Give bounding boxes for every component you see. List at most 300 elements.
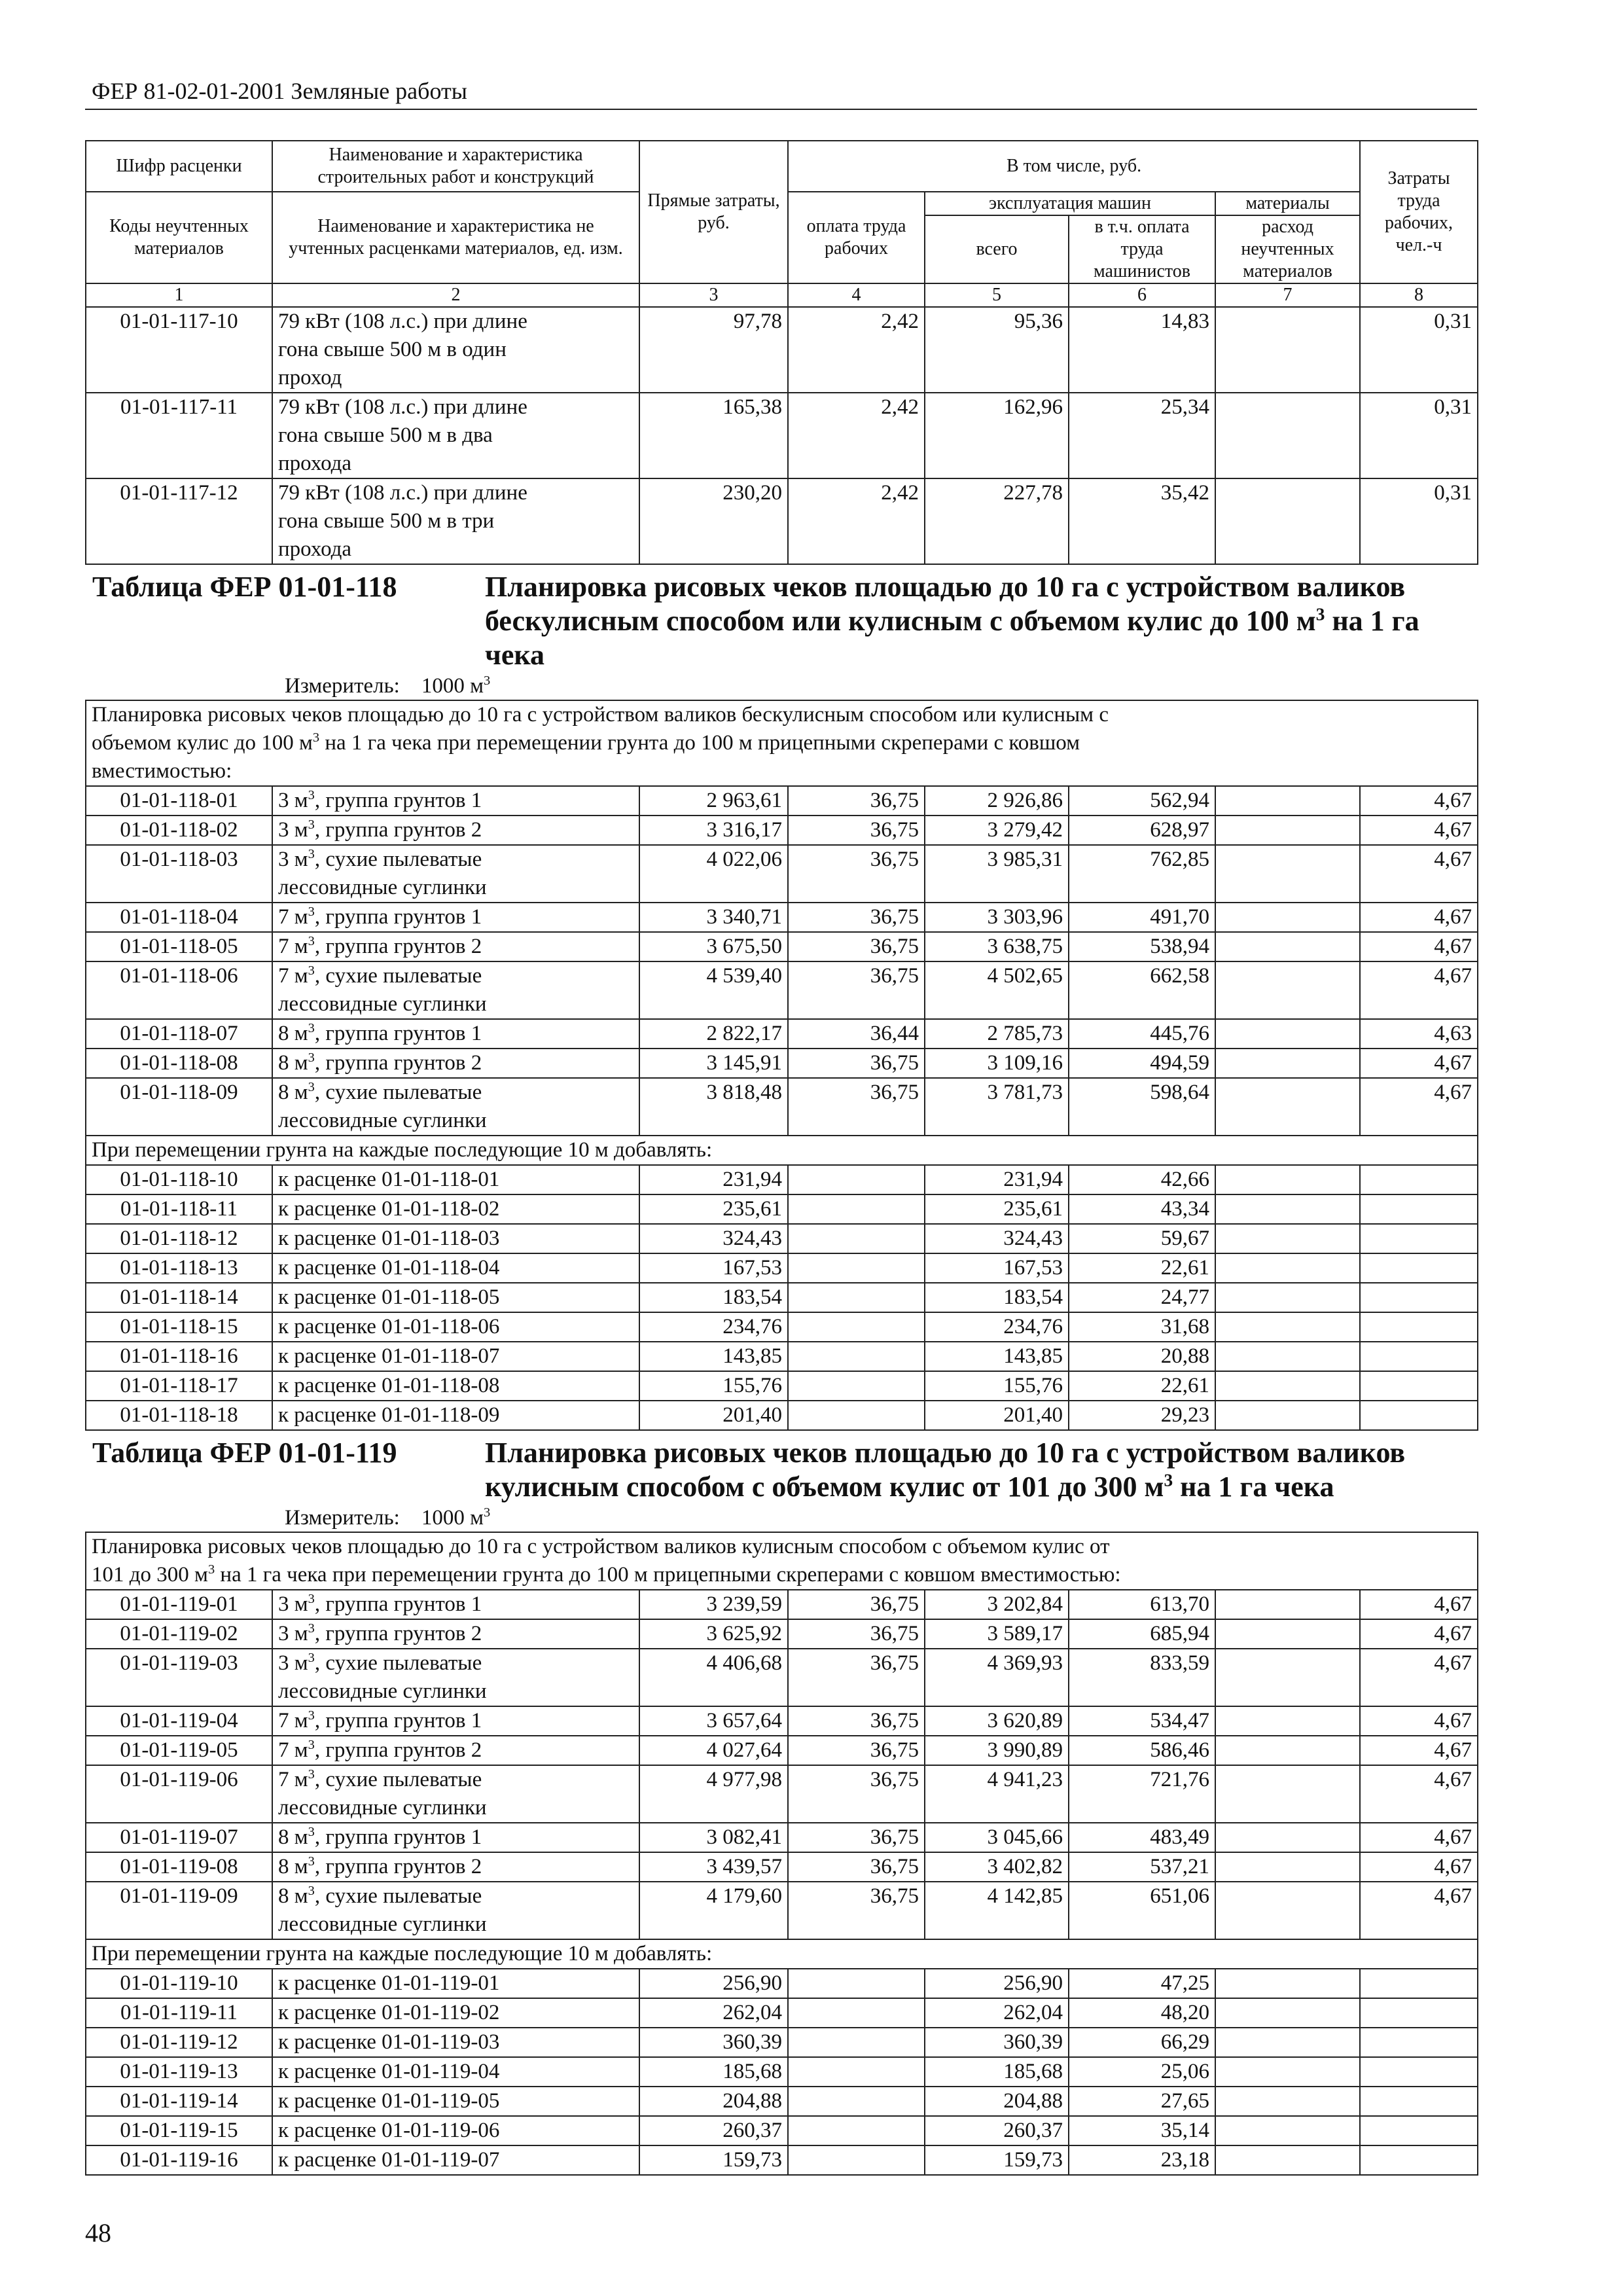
rate-name: 7 $м^3$, группа грунтов 2 bbox=[272, 932, 639, 961]
machines-total: 162,96 bbox=[925, 393, 1069, 478]
machines-total: 201,40 bbox=[925, 1401, 1069, 1430]
wages-cost: 36,75 bbox=[788, 786, 925, 816]
wages-cost: 36,75 bbox=[788, 961, 925, 1019]
table-row bbox=[86, 1283, 1478, 1312]
machines-total: 227,78 bbox=[925, 478, 1069, 564]
col-incl: В том числе, руб. bbox=[788, 141, 1360, 192]
direct-cost: 3 675,50 bbox=[639, 932, 788, 961]
soil-group: , сухие пылеватые bbox=[314, 1884, 482, 1908]
table-row bbox=[86, 932, 1478, 961]
col-wages: оплата труда рабочих bbox=[788, 192, 925, 283]
rate-name: к расценке 01-01-118-03 bbox=[272, 1224, 639, 1253]
materials-usage bbox=[1215, 1852, 1360, 1882]
rate-name: 8 $м^3$, группа грунтов 1 bbox=[272, 1823, 639, 1852]
rate-code: 01-01-118-05 bbox=[86, 932, 272, 961]
description-line: на 1 га чека при перемещении грунта до 100 м прицепными скреперами с ковшом вместимостью: bbox=[215, 1563, 1121, 1587]
description-line: вместимостью: bbox=[92, 759, 232, 783]
table-row bbox=[86, 1706, 1478, 1736]
soil-group: , группа грунтов 1 bbox=[314, 1022, 482, 1045]
direct-cost: 230,20 bbox=[639, 478, 788, 564]
machinists-wages: 685,94 bbox=[1069, 1619, 1215, 1649]
labor-cost: 4,67 bbox=[1360, 786, 1478, 816]
rate-name: к расценке 01-01-119-02 bbox=[272, 1998, 639, 2028]
unit-value: 1000 м bbox=[421, 1506, 484, 1530]
direct-cost: 3 439,57 bbox=[639, 1852, 788, 1882]
table-row bbox=[86, 961, 1478, 1019]
col-mach-wages: в т.ч. оплата труда машинистов bbox=[1069, 215, 1215, 283]
rate-name: к расценке 01-01-119-04 bbox=[272, 2057, 639, 2087]
wages-cost: 36,75 bbox=[788, 903, 925, 932]
rate-code: 01-01-119-11 bbox=[86, 1998, 272, 2028]
machinists-wages: 562,94 bbox=[1069, 786, 1215, 816]
description-line: объемом кулис до 100 м bbox=[92, 731, 313, 755]
materials-usage bbox=[1215, 2028, 1360, 2057]
rate-code: 01-01-119-15 bbox=[86, 2116, 272, 2145]
labor-cost: 4,67 bbox=[1360, 845, 1478, 903]
rate-code: 01-01-119-03 bbox=[86, 1649, 272, 1706]
soil-group: , группа грунтов 1 bbox=[314, 905, 482, 929]
table-caption: Планировка рисовых чеков площадью до 10 га с устройством валиков бескулисным способом или кулисным с объемом кулис до 100 $м^3$ на 1 га чека bbox=[485, 571, 1419, 671]
materials-usage bbox=[1215, 1312, 1360, 1342]
materials-usage bbox=[1215, 1078, 1360, 1136]
direct-cost: 204,88 bbox=[639, 2087, 788, 2116]
bucket-volume: 8 м bbox=[278, 1884, 308, 1908]
machines-total: 4 142,85 bbox=[925, 1882, 1069, 1939]
machines-total: 235,61 bbox=[925, 1194, 1069, 1224]
wages-cost bbox=[788, 1401, 925, 1430]
labor-cost bbox=[1360, 2087, 1478, 2116]
description-line: Планировка рисовых чеков площадью до 10 га с устройством валиков бескулисным способом или кулисным с bbox=[92, 703, 1109, 726]
unit-value: 1000 м bbox=[421, 674, 484, 698]
machines-total: 95,36 bbox=[925, 307, 1069, 393]
column-number: 7 bbox=[1215, 283, 1360, 307]
direct-cost: 4 977,98 bbox=[639, 1765, 788, 1823]
direct-cost: 3 818,48 bbox=[639, 1078, 788, 1136]
page-number: 48 bbox=[85, 2218, 111, 2248]
labor-cost bbox=[1360, 1224, 1478, 1253]
direct-cost: 231,94 bbox=[639, 1165, 788, 1194]
materials-usage bbox=[1215, 2087, 1360, 2116]
caption-line: кулисным способом с объемом кулис от 101 до 300 м bbox=[485, 1471, 1164, 1503]
labor-cost: 4,67 bbox=[1360, 1765, 1478, 1823]
wages-cost: 36,75 bbox=[788, 845, 925, 903]
soil-group: , сухие пылеватые bbox=[314, 964, 482, 988]
table-row bbox=[86, 307, 1478, 393]
unit-of-measure: Измеритель: 1000 $м^3$ bbox=[285, 1505, 491, 1530]
direct-cost: 4 022,06 bbox=[639, 845, 788, 903]
col-code-top: Шифр расценки bbox=[86, 141, 272, 192]
direct-cost: 324,43 bbox=[639, 1224, 788, 1253]
labor-cost: 4,67 bbox=[1360, 1078, 1478, 1136]
rate-name: к расценке 01-01-118-06 bbox=[272, 1312, 639, 1342]
materials-usage bbox=[1215, 1969, 1360, 1998]
direct-cost: 159,73 bbox=[639, 2145, 788, 2175]
bucket-volume: 7 м bbox=[278, 1709, 308, 1732]
soil-group: , группа грунтов 2 bbox=[314, 1051, 482, 1075]
bucket-volume: 8 м bbox=[278, 1825, 308, 1849]
direct-cost: 2 963,61 bbox=[639, 786, 788, 816]
header-rule bbox=[85, 109, 1477, 110]
machines-total: 4 502,65 bbox=[925, 961, 1069, 1019]
labor-cost: 0,31 bbox=[1360, 478, 1478, 564]
rate-name: к расценке 01-01-118-08 bbox=[272, 1371, 639, 1401]
bucket-volume: 3 м bbox=[278, 848, 308, 871]
header-row bbox=[86, 141, 1478, 192]
wages-cost bbox=[788, 1283, 925, 1312]
table-title-block bbox=[91, 565, 1472, 672]
labor-cost: 4,67 bbox=[1360, 932, 1478, 961]
table-row bbox=[86, 1342, 1478, 1371]
machines-total: 3 990,89 bbox=[925, 1736, 1069, 1765]
table-row bbox=[86, 478, 1478, 564]
materials-usage bbox=[1215, 478, 1360, 564]
machines-total: 262,04 bbox=[925, 1998, 1069, 2028]
machinists-wages: 833,59 bbox=[1069, 1649, 1215, 1706]
rate-name: 7 $м^3$, группа грунтов 1 bbox=[272, 1706, 639, 1736]
soil-group: , группа грунтов 1 bbox=[314, 1709, 482, 1732]
table-title bbox=[86, 1430, 1478, 1532]
bucket-volume: 7 м bbox=[278, 905, 308, 929]
bucket-volume: 3 м bbox=[278, 1651, 308, 1675]
column-number: 1 bbox=[86, 283, 272, 307]
labor-cost: 4,63 bbox=[1360, 1019, 1478, 1049]
table-row bbox=[86, 1078, 1478, 1136]
machinists-wages: 534,47 bbox=[1069, 1706, 1215, 1736]
machinists-wages: 59,67 bbox=[1069, 1224, 1215, 1253]
wages-cost bbox=[788, 1371, 925, 1401]
bucket-volume: 8 м bbox=[278, 1051, 308, 1075]
description-line: Планировка рисовых чеков площадью до 10 га с устройством валиков кулисным способом с объемом кулис от bbox=[92, 1535, 1110, 1558]
unit-label: Измеритель: bbox=[285, 1506, 400, 1530]
rate-name: к расценке 01-01-118-09 bbox=[272, 1401, 639, 1430]
table-row bbox=[86, 1649, 1478, 1706]
table-row bbox=[86, 393, 1478, 478]
table-row bbox=[86, 1823, 1478, 1852]
table-row bbox=[86, 786, 1478, 816]
caption-line: Планировка рисовых чеков площадью до 10 га с устройством валиков bbox=[485, 1437, 1406, 1469]
soil-group: лессовидные суглинки bbox=[278, 1796, 487, 1820]
column-number: 2 bbox=[272, 283, 639, 307]
direct-cost: 3 657,64 bbox=[639, 1706, 788, 1736]
machines-total: 3 638,75 bbox=[925, 932, 1069, 961]
rate-code: 01-01-119-04 bbox=[86, 1706, 272, 1736]
machines-total: 3 589,17 bbox=[925, 1619, 1069, 1649]
direct-cost: 4 406,68 bbox=[639, 1649, 788, 1706]
bucket-volume: 7 м bbox=[278, 964, 308, 988]
machines-total: 256,90 bbox=[925, 1969, 1069, 1998]
rate-code: 01-01-118-11 bbox=[86, 1194, 272, 1224]
wages-cost bbox=[788, 2145, 925, 2175]
table-row bbox=[86, 1619, 1478, 1649]
table-row bbox=[86, 1312, 1478, 1342]
rate-name: 3 $м^3$, группа грунтов 1 bbox=[272, 786, 639, 816]
soil-group: , группа грунтов 2 bbox=[314, 935, 482, 958]
wages-cost: 36,75 bbox=[788, 1852, 925, 1882]
labor-cost: 4,67 bbox=[1360, 816, 1478, 845]
col-materials: материалы bbox=[1215, 192, 1360, 215]
work-description: Планировка рисовых чеков площадью до 10 га с устройством валиков бескулисным способом или кулисным с объемом кулис до 100 $м^3$ на 1 га чека при перемещении грунта до 100 м прицепными скреперами с ковшом вместимостью: bbox=[86, 700, 1478, 786]
rate-name bbox=[272, 307, 639, 393]
table-row bbox=[86, 1998, 1478, 2028]
machines-total: 3 045,66 bbox=[925, 1823, 1069, 1852]
machines-total: 167,53 bbox=[925, 1253, 1069, 1283]
table-row bbox=[86, 1224, 1478, 1253]
soil-group: , группа грунтов 2 bbox=[314, 1622, 482, 1645]
description-line: 101 до 300 м bbox=[92, 1563, 208, 1587]
materials-usage bbox=[1215, 1649, 1360, 1706]
table-row bbox=[86, 2028, 1478, 2057]
table-row bbox=[86, 2087, 1478, 2116]
materials-usage bbox=[1215, 1736, 1360, 1765]
rate-name: 8 $м^3$, сухие пылеватые лессовидные суглинки bbox=[272, 1882, 639, 1939]
machinists-wages: 22,61 bbox=[1069, 1371, 1215, 1401]
machinists-wages: 43,34 bbox=[1069, 1194, 1215, 1224]
machinists-wages: 651,06 bbox=[1069, 1882, 1215, 1939]
labor-cost: 4,67 bbox=[1360, 1736, 1478, 1765]
caption-line: бескулисным способом или кулисным с объемом кулис до 100 м bbox=[485, 605, 1316, 637]
wages-cost: 36,75 bbox=[788, 1619, 925, 1649]
labor-cost: 0,31 bbox=[1360, 307, 1478, 393]
materials-usage bbox=[1215, 2116, 1360, 2145]
materials-usage bbox=[1215, 1619, 1360, 1649]
bucket-volume: 7 м bbox=[278, 1768, 308, 1791]
machines-total: 3 109,16 bbox=[925, 1049, 1069, 1078]
machines-total: 260,37 bbox=[925, 2116, 1069, 2145]
rate-code: 01-01-118-13 bbox=[86, 1253, 272, 1283]
table-row bbox=[86, 845, 1478, 903]
rate-name: к расценке 01-01-119-07 bbox=[272, 2145, 639, 2175]
col-labor: Затраты труда рабочих, чел.-ч bbox=[1360, 141, 1478, 283]
bucket-volume: 3 м bbox=[278, 789, 308, 812]
wages-cost bbox=[788, 1312, 925, 1342]
rate-name: 8 $м^3$, сухие пылеватые лессовидные суглинки bbox=[272, 1078, 639, 1136]
direct-cost: 262,04 bbox=[639, 1998, 788, 2028]
machinists-wages: 445,76 bbox=[1069, 1019, 1215, 1049]
caption-line: Планировка рисовых чеков площадью до 10 га с устройством валиков bbox=[485, 571, 1406, 603]
rate-code: 01-01-118-16 bbox=[86, 1342, 272, 1371]
machinists-wages: 537,21 bbox=[1069, 1852, 1215, 1882]
machinists-wages: 47,25 bbox=[1069, 1969, 1215, 1998]
rates-table bbox=[85, 140, 1478, 2176]
machinists-wages: 31,68 bbox=[1069, 1312, 1215, 1342]
subsection-heading: При перемещении грунта на каждые последующие 10 м добавлять: bbox=[86, 1136, 1478, 1165]
direct-cost: 4 539,40 bbox=[639, 961, 788, 1019]
direct-cost: 143,85 bbox=[639, 1342, 788, 1371]
rate-name-line: 79 кВт (108 л.с.) при длине bbox=[278, 481, 527, 505]
machines-total: 159,73 bbox=[925, 2145, 1069, 2175]
machines-total: 155,76 bbox=[925, 1371, 1069, 1401]
rate-name-line: гона свыше 500 м в один bbox=[278, 338, 507, 361]
wages-cost: 36,75 bbox=[788, 1049, 925, 1078]
table-row bbox=[86, 1049, 1478, 1078]
direct-cost: 2 822,17 bbox=[639, 1019, 788, 1049]
wages-cost bbox=[788, 2028, 925, 2057]
rate-code: 01-01-118-02 bbox=[86, 816, 272, 845]
materials-usage bbox=[1215, 1998, 1360, 2028]
rate-code: 01-01-118-12 bbox=[86, 1224, 272, 1253]
rate-code: 01-01-117-11 bbox=[86, 393, 272, 478]
wages-cost bbox=[788, 2087, 925, 2116]
caption-line: чека bbox=[485, 639, 545, 671]
table-row bbox=[86, 2057, 1478, 2087]
materials-usage bbox=[1215, 961, 1360, 1019]
col-code-bottom: Коды неучтенных материалов bbox=[86, 192, 272, 283]
machines-total: 360,39 bbox=[925, 2028, 1069, 2057]
wages-cost: 36,75 bbox=[788, 1590, 925, 1619]
column-number: 8 bbox=[1360, 283, 1478, 307]
materials-usage bbox=[1215, 932, 1360, 961]
direct-cost: 185,68 bbox=[639, 2057, 788, 2087]
materials-usage bbox=[1215, 2145, 1360, 2175]
rate-name-line: прохода bbox=[278, 537, 352, 561]
table-row bbox=[86, 1019, 1478, 1049]
machinists-wages: 22,61 bbox=[1069, 1253, 1215, 1283]
table-row bbox=[86, 2145, 1478, 2175]
rate-name: к расценке 01-01-118-02 bbox=[272, 1194, 639, 1224]
description-line: на 1 га чека при перемещении грунта до 100 м прицепными скреперами с ковшом bbox=[319, 731, 1080, 755]
rate-code: 01-01-119-12 bbox=[86, 2028, 272, 2057]
col-mat-usage: расход неучтенных материалов bbox=[1215, 215, 1360, 283]
machinists-wages: 66,29 bbox=[1069, 2028, 1215, 2057]
rate-code: 01-01-118-18 bbox=[86, 1401, 272, 1430]
table-title bbox=[86, 564, 1478, 700]
work-description: Планировка рисовых чеков площадью до 10 га с устройством валиков кулисным способом с объемом кулис от 101 до 300 $м^3$ на 1 га чека при перемещении грунта до 100 м прицепными скреперами с ковшом вместимостью: bbox=[86, 1532, 1478, 1590]
machines-total: 3 279,42 bbox=[925, 816, 1069, 845]
labor-cost: 4,67 bbox=[1360, 1619, 1478, 1649]
soil-group: , сухие пылеватые bbox=[314, 848, 482, 871]
direct-cost: 183,54 bbox=[639, 1283, 788, 1312]
machinists-wages: 586,46 bbox=[1069, 1736, 1215, 1765]
soil-group: , группа грунтов 2 bbox=[314, 1855, 482, 1878]
col-name-top: Наименование и характеристика строительных работ и конструкций bbox=[272, 141, 639, 192]
labor-cost bbox=[1360, 2116, 1478, 2145]
rate-code: 01-01-119-02 bbox=[86, 1619, 272, 1649]
table-row bbox=[86, 903, 1478, 932]
direct-cost: 155,76 bbox=[639, 1371, 788, 1401]
table-row bbox=[86, 1165, 1478, 1194]
machines-total: 4 369,93 bbox=[925, 1649, 1069, 1706]
wages-cost: 36,75 bbox=[788, 1078, 925, 1136]
column-number: 3 bbox=[639, 283, 788, 307]
rate-name-line: прохода bbox=[278, 452, 352, 475]
rate-name: 3 $м^3$, группа грунтов 2 bbox=[272, 1619, 639, 1649]
machinists-wages: 24,77 bbox=[1069, 1283, 1215, 1312]
materials-usage bbox=[1215, 1224, 1360, 1253]
direct-cost: 201,40 bbox=[639, 1401, 788, 1430]
materials-usage bbox=[1215, 1049, 1360, 1078]
col-name-bottom: Наименование и характеристика не учтенных расценками материалов, ед. изм. bbox=[272, 192, 639, 283]
bucket-volume: 8 м bbox=[278, 1855, 308, 1878]
machines-total: 185,68 bbox=[925, 2057, 1069, 2087]
wages-cost bbox=[788, 2057, 925, 2087]
labor-cost: 4,67 bbox=[1360, 1049, 1478, 1078]
labor-cost bbox=[1360, 1253, 1478, 1283]
machinists-wages: 762,85 bbox=[1069, 845, 1215, 903]
rate-name: 8 $м^3$, группа грунтов 1 bbox=[272, 1019, 639, 1049]
materials-usage bbox=[1215, 393, 1360, 478]
rate-code: 01-01-119-14 bbox=[86, 2087, 272, 2116]
rate-code: 01-01-118-15 bbox=[86, 1312, 272, 1342]
direct-cost: 360,39 bbox=[639, 2028, 788, 2057]
unit-of-measure: Измеритель: 1000 $м^3$ bbox=[285, 673, 491, 698]
table-row bbox=[86, 1969, 1478, 1998]
rate-name-line: 79 кВт (108 л.с.) при длине bbox=[278, 395, 527, 419]
labor-cost: 4,67 bbox=[1360, 1823, 1478, 1852]
materials-usage bbox=[1215, 903, 1360, 932]
soil-group: лессовидные суглинки bbox=[278, 992, 487, 1016]
rate-name: 7 $м^3$, группа грунтов 1 bbox=[272, 903, 639, 932]
materials-usage bbox=[1215, 1882, 1360, 1939]
machines-total: 324,43 bbox=[925, 1224, 1069, 1253]
direct-cost: 3 082,41 bbox=[639, 1823, 788, 1852]
rate-code: 01-01-119-16 bbox=[86, 2145, 272, 2175]
materials-usage bbox=[1215, 1765, 1360, 1823]
table-row bbox=[86, 2116, 1478, 2145]
machinists-wages: 721,76 bbox=[1069, 1765, 1215, 1823]
machinists-wages: 538,94 bbox=[1069, 932, 1215, 961]
rate-name-line: гона свыше 500 м в три bbox=[278, 509, 495, 533]
materials-usage bbox=[1215, 1823, 1360, 1852]
table-row bbox=[86, 1194, 1478, 1224]
wages-cost bbox=[788, 1969, 925, 1998]
caption-line: на 1 га чека bbox=[1173, 1471, 1334, 1503]
labor-cost bbox=[1360, 1312, 1478, 1342]
rate-code: 01-01-118-01 bbox=[86, 786, 272, 816]
rate-name: к расценке 01-01-119-01 bbox=[272, 1969, 639, 1998]
subsection-row bbox=[86, 1136, 1478, 1165]
table-row bbox=[86, 1401, 1478, 1430]
rate-code: 01-01-118-17 bbox=[86, 1371, 272, 1401]
machines-total: 4 941,23 bbox=[925, 1765, 1069, 1823]
labor-cost: 4,67 bbox=[1360, 1882, 1478, 1939]
table-row bbox=[86, 1765, 1478, 1823]
direct-cost: 167,53 bbox=[639, 1253, 788, 1283]
labor-cost: 4,67 bbox=[1360, 1852, 1478, 1882]
soil-group: , группа грунтов 2 bbox=[314, 1738, 482, 1762]
soil-group: , группа грунтов 1 bbox=[314, 789, 482, 812]
materials-usage bbox=[1215, 1401, 1360, 1430]
col-machines: эксплуатация машин bbox=[925, 192, 1215, 215]
soil-group: , сухие пылеватые bbox=[314, 1651, 482, 1675]
rate-name-line: гона свыше 500 м в два bbox=[278, 423, 493, 447]
bucket-volume: 8 м bbox=[278, 1081, 308, 1104]
table-body bbox=[86, 141, 1478, 2175]
table-number: Таблица ФЕР 01-01-118 bbox=[92, 571, 397, 603]
table-title-block bbox=[91, 1431, 1472, 1504]
rate-name: 7 $м^3$, сухие пылеватые лессовидные суглинки bbox=[272, 961, 639, 1019]
machinists-wages: 662,58 bbox=[1069, 961, 1215, 1019]
wages-cost bbox=[788, 1194, 925, 1224]
rate-code: 01-01-118-10 bbox=[86, 1165, 272, 1194]
rate-code: 01-01-118-03 bbox=[86, 845, 272, 903]
direct-cost: 3 625,92 bbox=[639, 1619, 788, 1649]
soil-group: , сухие пылеватые bbox=[314, 1081, 482, 1104]
labor-cost: 4,67 bbox=[1360, 1590, 1478, 1619]
labor-cost: 4,67 bbox=[1360, 961, 1478, 1019]
rate-code: 01-01-119-07 bbox=[86, 1823, 272, 1852]
direct-cost: 3 145,91 bbox=[639, 1049, 788, 1078]
table-row bbox=[86, 1253, 1478, 1283]
machines-total: 234,76 bbox=[925, 1312, 1069, 1342]
rate-name: 3 $м^3$, сухие пылеватые лессовидные суглинки bbox=[272, 1649, 639, 1706]
machinists-wages: 25,06 bbox=[1069, 2057, 1215, 2087]
rate-name: к расценке 01-01-118-05 bbox=[272, 1283, 639, 1312]
table-row bbox=[86, 1371, 1478, 1401]
machinists-wages: 613,70 bbox=[1069, 1590, 1215, 1619]
wages-cost: 36,75 bbox=[788, 816, 925, 845]
rate-name-line: 79 кВт (108 л.с.) при длине bbox=[278, 310, 527, 333]
bucket-volume: 8 м bbox=[278, 1022, 308, 1045]
